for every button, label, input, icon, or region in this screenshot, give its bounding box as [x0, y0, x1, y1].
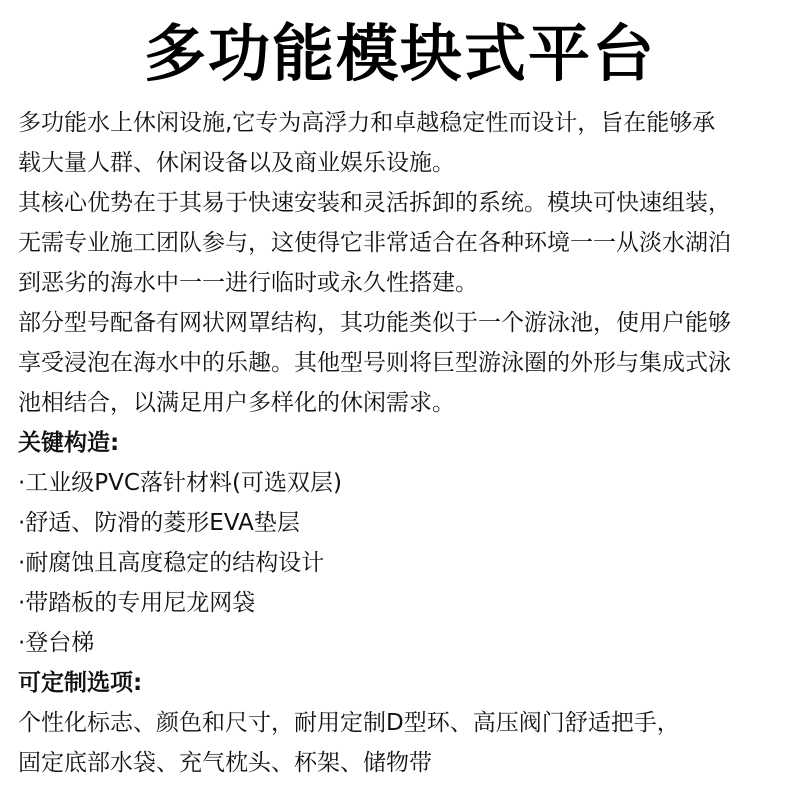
key-construction-item: ·舒适、防滑的菱形EVA垫层 — [18, 510, 300, 536]
key-construction-item: ·登台梯 — [18, 630, 95, 656]
description-body — [18, 103, 788, 783]
intro-paragraph-3-line-2: 享受浸泡在海水中的乐趣。其他型号则将巨型游泳圈的外形与集成式泳 — [18, 350, 731, 376]
key-construction-item: ·耐腐蚀且高度稳定的结构设计 — [18, 550, 325, 576]
page-title: 多功能模块式平台 — [143, 17, 656, 90]
key-construction-heading: 关键构造: — [18, 430, 120, 456]
intro-paragraph-3-line-3: 池相结合，以满足用户多样化的休闲需求。 — [18, 390, 455, 416]
intro-paragraph-1-line-1: 多功能水上休闲设施,它专为高浮力和卓越稳定性而设计，旨在能够承 — [18, 110, 716, 136]
custom-options-heading: 可定制选项: — [18, 670, 143, 696]
intro-paragraph-2-line-3: 到恶劣的海水中一一进行临时或永久性搭建。 — [18, 270, 478, 296]
intro-paragraph-1-line-2: 载大量人群、休闲设备以及商业娱乐设施。 — [18, 150, 455, 176]
key-construction-item: ·工业级PVC落针材料(可选双层) — [18, 470, 342, 496]
intro-paragraph-2-line-2: 无需专业施工团队参与，这使得它非常适合在各种环境一一从淡水湖泊 — [18, 230, 731, 256]
key-construction-item: ·带踏板的专用尼龙网袋 — [18, 590, 256, 616]
intro-paragraph-2-line-1: 其核心优势在于其易于快速安装和灵活拆卸的系统。模块可快速组装， — [18, 190, 731, 216]
custom-options-line-1: 个性化标志、颜色和尺寸，耐用定制D型环、高压阀门舒适把手， — [18, 710, 680, 736]
custom-options-line-2: 固定底部水袋、充气枕头、杯架、储物带 — [18, 750, 432, 776]
intro-paragraph-3-line-1: 部分型号配备有网状网罩结构，其功能类似于一个游泳池，使用户能够 — [18, 310, 731, 336]
